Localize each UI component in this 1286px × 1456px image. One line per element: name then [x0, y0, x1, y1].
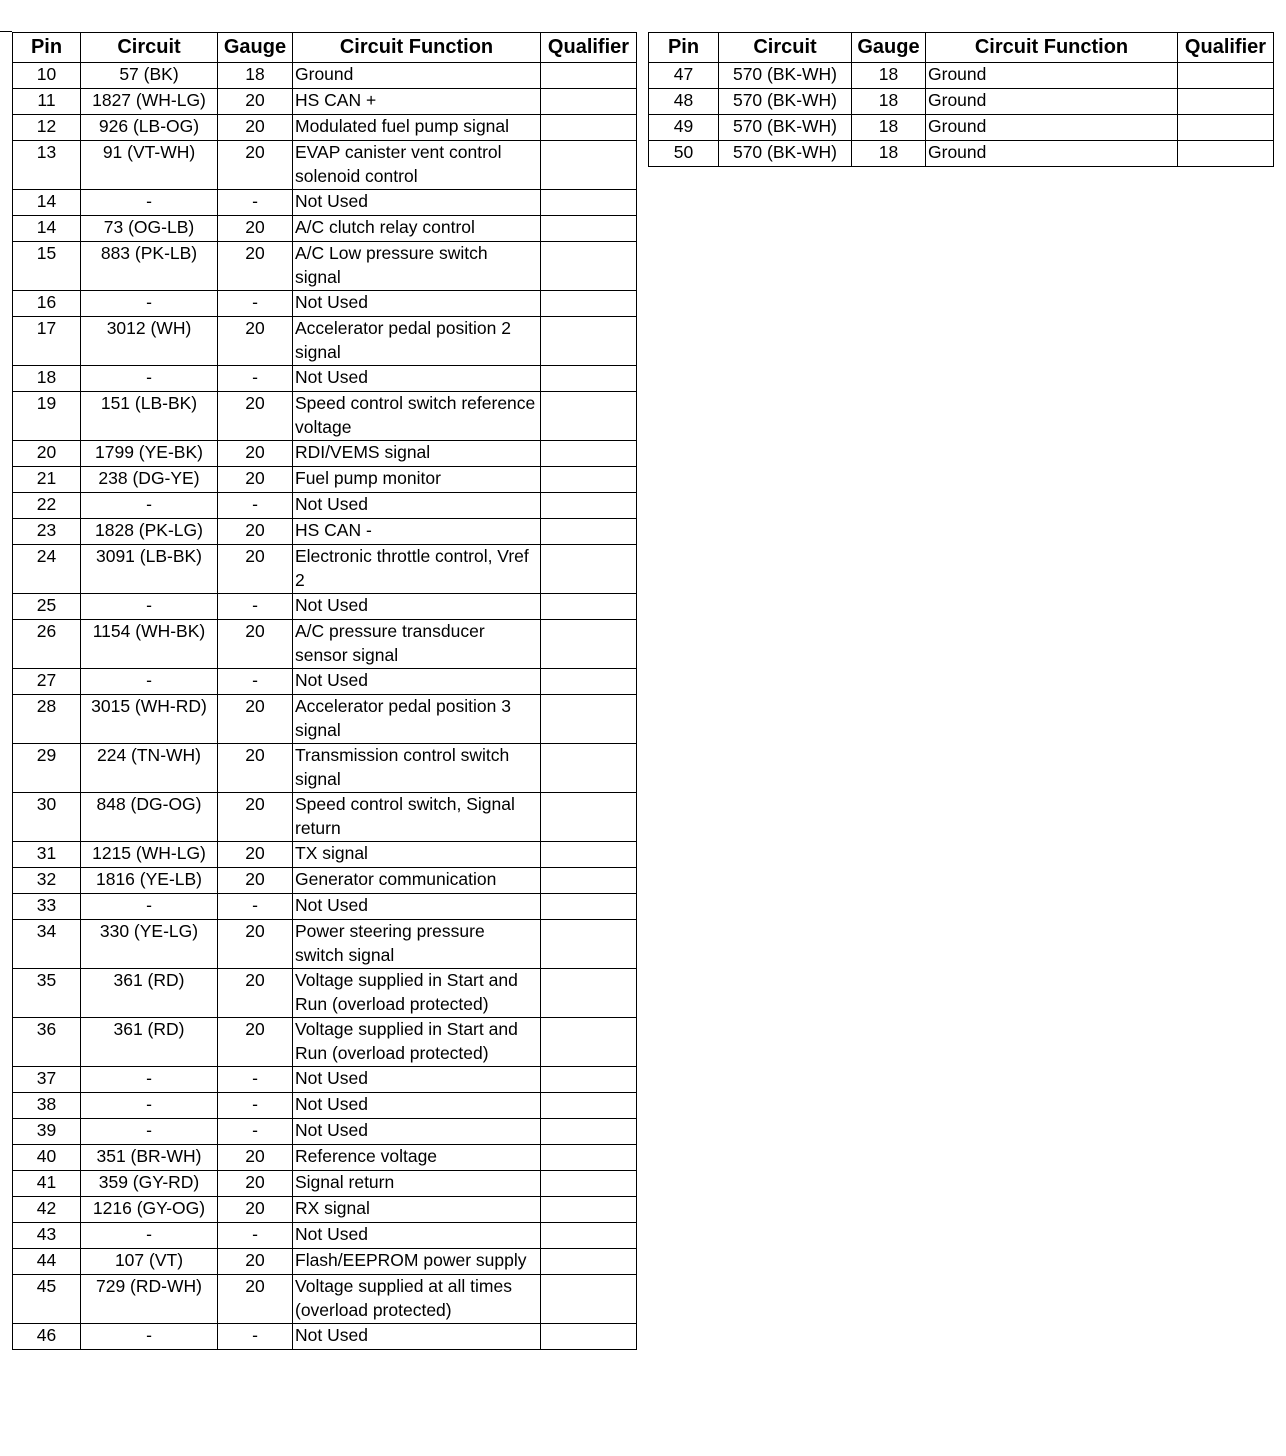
qualifier-cell — [541, 1197, 637, 1223]
qualifier-cell — [541, 793, 637, 842]
qualifier-cell — [541, 1275, 637, 1324]
gauge-cell: - — [218, 190, 293, 216]
circuit-cell: 570 (BK-WH) — [719, 63, 852, 89]
qualifier-cell — [541, 291, 637, 317]
pinout-rows-right — [649, 63, 1274, 167]
gauge-cell: 20 — [218, 793, 293, 842]
table-row — [13, 1275, 637, 1324]
circuit-function-cell: TX signal — [293, 842, 541, 868]
circuit-cell: - — [81, 190, 218, 216]
header-circuit: Circuit — [81, 33, 218, 63]
pin-cell: 29 — [13, 744, 81, 793]
qualifier-cell — [541, 842, 637, 868]
gauge-cell: - — [218, 1324, 293, 1350]
gauge-cell: 20 — [218, 868, 293, 894]
pin-cell: 38 — [13, 1093, 81, 1119]
qualifier-cell — [541, 1018, 637, 1067]
gauge-cell: - — [218, 493, 293, 519]
qualifier-cell — [1178, 63, 1274, 89]
circuit-cell: 91 (VT-WH) — [81, 141, 218, 190]
circuit-function-cell: Signal return — [293, 1171, 541, 1197]
circuit-function-cell: Ground — [926, 89, 1178, 115]
circuit-function-cell: A/C clutch relay control — [293, 216, 541, 242]
circuit-function-cell: Modulated fuel pump signal — [293, 115, 541, 141]
circuit-cell: - — [81, 594, 218, 620]
table-row — [13, 1119, 637, 1145]
pin-cell: 30 — [13, 793, 81, 842]
pin-cell: 23 — [13, 519, 81, 545]
qualifier-cell — [541, 545, 637, 594]
table-row — [13, 920, 637, 969]
pin-cell: 10 — [13, 63, 81, 89]
pin-cell: 50 — [649, 141, 719, 167]
gauge-cell: - — [218, 366, 293, 392]
qualifier-cell — [541, 969, 637, 1018]
table-row — [13, 744, 637, 793]
pin-cell: 15 — [13, 242, 81, 291]
gauge-cell: 20 — [218, 545, 293, 594]
gauge-cell: - — [218, 1119, 293, 1145]
qualifier-cell — [541, 467, 637, 493]
header-circuit-function: Circuit Function — [293, 33, 541, 63]
gauge-cell: 20 — [218, 744, 293, 793]
circuit-function-cell: Not Used — [293, 366, 541, 392]
qualifier-cell — [541, 620, 637, 669]
pin-cell: 31 — [13, 842, 81, 868]
gauge-cell: 20 — [218, 695, 293, 744]
circuit-cell: - — [81, 894, 218, 920]
circuit-cell: 224 (TN-WH) — [81, 744, 218, 793]
circuit-function-cell: Fuel pump monitor — [293, 467, 541, 493]
pin-cell: 42 — [13, 1197, 81, 1223]
gauge-cell: 20 — [218, 1018, 293, 1067]
table-row — [13, 1249, 637, 1275]
pin-cell: 36 — [13, 1018, 81, 1067]
table-row — [13, 669, 637, 695]
qualifier-cell — [541, 1249, 637, 1275]
circuit-cell: 361 (RD) — [81, 1018, 218, 1067]
table-row — [13, 115, 637, 141]
qualifier-cell — [541, 1067, 637, 1093]
gauge-cell: 20 — [218, 920, 293, 969]
gauge-cell: 18 — [852, 89, 926, 115]
circuit-function-cell: Not Used — [293, 1119, 541, 1145]
table-row — [13, 441, 637, 467]
pinout-table-right — [648, 32, 1274, 167]
gauge-cell: - — [218, 894, 293, 920]
circuit-function-cell: RDI/VEMS signal — [293, 441, 541, 467]
qualifier-cell — [541, 920, 637, 969]
table-row — [13, 493, 637, 519]
table-row — [13, 1223, 637, 1249]
gauge-cell: 18 — [218, 63, 293, 89]
pin-cell: 14 — [13, 190, 81, 216]
circuit-function-cell: Electronic throttle control, Vref 2 — [293, 545, 541, 594]
table-row — [13, 141, 637, 190]
gauge-cell: 20 — [218, 1197, 293, 1223]
header-qualifier: Qualifier — [1178, 33, 1274, 63]
pin-cell: 13 — [13, 141, 81, 190]
circuit-function-cell: Not Used — [293, 594, 541, 620]
header-circuit: Circuit — [719, 33, 852, 63]
gauge-cell: 20 — [218, 467, 293, 493]
table-row — [13, 366, 637, 392]
circuit-cell: 1828 (PK-LG) — [81, 519, 218, 545]
table-row — [649, 63, 1274, 89]
circuit-cell: - — [81, 366, 218, 392]
qualifier-cell — [541, 392, 637, 441]
table-row — [13, 63, 637, 89]
circuit-function-cell: Not Used — [293, 1324, 541, 1350]
gauge-cell: 20 — [218, 141, 293, 190]
circuit-cell: 3091 (LB-BK) — [81, 545, 218, 594]
pin-cell: 48 — [649, 89, 719, 115]
gauge-cell: 20 — [218, 317, 293, 366]
table-row — [13, 392, 637, 441]
qualifier-cell — [541, 493, 637, 519]
pin-cell: 17 — [13, 317, 81, 366]
gauge-cell: 20 — [218, 1275, 293, 1324]
pinout-table-left — [12, 32, 637, 1350]
qualifier-cell — [541, 1171, 637, 1197]
pin-cell: 28 — [13, 695, 81, 744]
circuit-function-cell: Reference voltage — [293, 1145, 541, 1171]
pin-cell: 41 — [13, 1171, 81, 1197]
circuit-cell: 570 (BK-WH) — [719, 89, 852, 115]
table-row — [13, 842, 637, 868]
circuit-function-cell: Not Used — [293, 291, 541, 317]
qualifier-cell — [541, 216, 637, 242]
pin-cell: 33 — [13, 894, 81, 920]
pin-cell: 25 — [13, 594, 81, 620]
qualifier-cell — [541, 141, 637, 190]
table-row — [13, 1018, 637, 1067]
circuit-cell: 1816 (YE-LB) — [81, 868, 218, 894]
qualifier-cell — [541, 1223, 637, 1249]
header-gauge: Gauge — [852, 33, 926, 63]
circuit-cell: - — [81, 493, 218, 519]
qualifier-cell — [1178, 141, 1274, 167]
circuit-function-cell: Accelerator pedal position 3 signal — [293, 695, 541, 744]
gauge-cell: - — [218, 594, 293, 620]
pin-cell: 43 — [13, 1223, 81, 1249]
circuit-cell: - — [81, 1093, 218, 1119]
pin-cell: 44 — [13, 1249, 81, 1275]
table-row — [13, 216, 637, 242]
circuit-cell: 570 (BK-WH) — [719, 115, 852, 141]
circuit-cell: 107 (VT) — [81, 1249, 218, 1275]
circuit-cell: 73 (OG-LB) — [81, 216, 218, 242]
pin-cell: 11 — [13, 89, 81, 115]
qualifier-cell — [541, 242, 637, 291]
circuit-function-cell: Not Used — [293, 1067, 541, 1093]
pin-cell: 45 — [13, 1275, 81, 1324]
table-row — [13, 793, 637, 842]
circuit-function-cell: A/C pressure transducer sensor signal — [293, 620, 541, 669]
qualifier-cell — [541, 1324, 637, 1350]
circuit-function-cell: Speed control switch, Signal return — [293, 793, 541, 842]
table-row — [13, 545, 637, 594]
circuit-function-cell: Speed control switch reference voltage — [293, 392, 541, 441]
header-row — [13, 33, 637, 63]
table-row — [13, 1067, 637, 1093]
gauge-cell: 20 — [218, 519, 293, 545]
gauge-cell: - — [218, 1067, 293, 1093]
gauge-cell: - — [218, 1223, 293, 1249]
circuit-cell: - — [81, 291, 218, 317]
qualifier-cell — [541, 441, 637, 467]
circuit-function-cell: Not Used — [293, 190, 541, 216]
pin-cell: 40 — [13, 1145, 81, 1171]
table-row — [13, 291, 637, 317]
table-row — [13, 1145, 637, 1171]
circuit-cell: 1216 (GY-OG) — [81, 1197, 218, 1223]
circuit-function-cell: Not Used — [293, 493, 541, 519]
circuit-cell: 351 (BR-WH) — [81, 1145, 218, 1171]
qualifier-cell — [1178, 89, 1274, 115]
circuit-function-cell: A/C Low pressure switch signal — [293, 242, 541, 291]
circuit-cell: - — [81, 1119, 218, 1145]
circuit-function-cell: Generator communication — [293, 868, 541, 894]
gauge-cell: 20 — [218, 842, 293, 868]
pinout-rows-left — [13, 63, 637, 1350]
circuit-function-cell: Flash/EEPROM power supply — [293, 1249, 541, 1275]
qualifier-cell — [541, 317, 637, 366]
table-row — [13, 969, 637, 1018]
gauge-cell: 20 — [218, 392, 293, 441]
circuit-cell: - — [81, 1324, 218, 1350]
circuit-function-cell: HS CAN + — [293, 89, 541, 115]
pin-cell: 12 — [13, 115, 81, 141]
table-row — [13, 519, 637, 545]
qualifier-cell — [541, 744, 637, 793]
header-pin: Pin — [13, 33, 81, 63]
qualifier-cell — [541, 594, 637, 620]
qualifier-cell — [541, 894, 637, 920]
header-pin: Pin — [649, 33, 719, 63]
circuit-cell: 1154 (WH-BK) — [81, 620, 218, 669]
qualifier-cell — [541, 366, 637, 392]
circuit-cell: 729 (RD-WH) — [81, 1275, 218, 1324]
circuit-function-cell: Ground — [926, 115, 1178, 141]
pin-cell: 39 — [13, 1119, 81, 1145]
table-row — [13, 467, 637, 493]
circuit-cell: 3015 (WH-RD) — [81, 695, 218, 744]
gauge-cell: 20 — [218, 242, 293, 291]
circuit-function-cell: Voltage supplied in Start and Run (overload protected) — [293, 969, 541, 1018]
table-row — [13, 190, 637, 216]
gauge-cell: 20 — [218, 969, 293, 1018]
circuit-function-cell: EVAP canister vent control solenoid control — [293, 141, 541, 190]
circuit-function-cell: Not Used — [293, 669, 541, 695]
pin-cell: 14 — [13, 216, 81, 242]
gauge-cell: 20 — [218, 216, 293, 242]
circuit-cell: 57 (BK) — [81, 63, 218, 89]
gauge-cell: 20 — [218, 441, 293, 467]
circuit-cell: 926 (LB-OG) — [81, 115, 218, 141]
qualifier-cell — [541, 868, 637, 894]
gauge-cell: 20 — [218, 620, 293, 669]
circuit-cell: 151 (LB-BK) — [81, 392, 218, 441]
gauge-cell: 20 — [218, 89, 293, 115]
pin-cell: 35 — [13, 969, 81, 1018]
circuit-cell: 330 (YE-LG) — [81, 920, 218, 969]
pin-cell: 49 — [649, 115, 719, 141]
table-row — [13, 620, 637, 669]
pin-cell: 47 — [649, 63, 719, 89]
qualifier-cell — [541, 115, 637, 141]
circuit-cell: 238 (DG-YE) — [81, 467, 218, 493]
pin-cell: 22 — [13, 493, 81, 519]
gauge-cell: 20 — [218, 1171, 293, 1197]
gauge-cell: 18 — [852, 141, 926, 167]
circuit-cell: 1827 (WH-LG) — [81, 89, 218, 115]
table-row — [13, 242, 637, 291]
pin-cell: 34 — [13, 920, 81, 969]
circuit-cell: 570 (BK-WH) — [719, 141, 852, 167]
circuit-cell: - — [81, 669, 218, 695]
pin-cell: 37 — [13, 1067, 81, 1093]
qualifier-cell — [541, 1119, 637, 1145]
circuit-function-cell: Transmission control switch signal — [293, 744, 541, 793]
gauge-cell: 18 — [852, 115, 926, 141]
gauge-cell: - — [218, 291, 293, 317]
table-top-rule — [0, 31, 12, 32]
header-row — [649, 33, 1274, 63]
circuit-function-cell: Accelerator pedal position 2 signal — [293, 317, 541, 366]
qualifier-cell — [1178, 115, 1274, 141]
circuit-function-cell: Power steering pressure switch signal — [293, 920, 541, 969]
gauge-cell: - — [218, 669, 293, 695]
header-circuit-function: Circuit Function — [926, 33, 1178, 63]
gauge-cell: 20 — [218, 1249, 293, 1275]
pin-cell: 21 — [13, 467, 81, 493]
table-row — [13, 1093, 637, 1119]
circuit-function-cell: Ground — [293, 63, 541, 89]
pin-cell: 26 — [13, 620, 81, 669]
qualifier-cell — [541, 89, 637, 115]
header-gauge: Gauge — [218, 33, 293, 63]
circuit-function-cell: Voltage supplied at all times (overload protected) — [293, 1275, 541, 1324]
gauge-cell: 18 — [852, 63, 926, 89]
table-row — [13, 1324, 637, 1350]
qualifier-cell — [541, 1093, 637, 1119]
circuit-cell: 359 (GY-RD) — [81, 1171, 218, 1197]
qualifier-cell — [541, 190, 637, 216]
qualifier-cell — [541, 1145, 637, 1171]
pin-cell: 18 — [13, 366, 81, 392]
circuit-function-cell: Not Used — [293, 1093, 541, 1119]
pin-cell: 46 — [13, 1324, 81, 1350]
pin-cell: 19 — [13, 392, 81, 441]
circuit-function-cell: Ground — [926, 63, 1178, 89]
circuit-function-cell: Not Used — [293, 894, 541, 920]
qualifier-cell — [541, 63, 637, 89]
circuit-cell: 1799 (YE-BK) — [81, 441, 218, 467]
pin-cell: 20 — [13, 441, 81, 467]
table-row — [13, 594, 637, 620]
table-row — [649, 89, 1274, 115]
circuit-cell: 1215 (WH-LG) — [81, 842, 218, 868]
qualifier-cell — [541, 695, 637, 744]
pin-cell: 32 — [13, 868, 81, 894]
table-row — [13, 695, 637, 744]
circuit-function-cell: Ground — [926, 141, 1178, 167]
table-row — [649, 115, 1274, 141]
qualifier-cell — [541, 519, 637, 545]
pin-cell: 27 — [13, 669, 81, 695]
circuit-cell: 3012 (WH) — [81, 317, 218, 366]
table-row — [13, 868, 637, 894]
header-qualifier: Qualifier — [541, 33, 637, 63]
circuit-function-cell: HS CAN - — [293, 519, 541, 545]
circuit-cell: 361 (RD) — [81, 969, 218, 1018]
gauge-cell: 20 — [218, 1145, 293, 1171]
qualifier-cell — [541, 669, 637, 695]
circuit-cell: 848 (DG-OG) — [81, 793, 218, 842]
circuit-function-cell: Voltage supplied in Start and Run (overload protected) — [293, 1018, 541, 1067]
circuit-cell: - — [81, 1223, 218, 1249]
table-row — [649, 141, 1274, 167]
table-row — [13, 1197, 637, 1223]
circuit-function-cell: RX signal — [293, 1197, 541, 1223]
circuit-cell: - — [81, 1067, 218, 1093]
pin-cell: 24 — [13, 545, 81, 594]
table-row — [13, 89, 637, 115]
table-row — [13, 317, 637, 366]
circuit-function-cell: Not Used — [293, 1223, 541, 1249]
gauge-cell: - — [218, 1093, 293, 1119]
gauge-cell: 20 — [218, 115, 293, 141]
pin-cell: 16 — [13, 291, 81, 317]
circuit-cell: 883 (PK-LB) — [81, 242, 218, 291]
table-row — [13, 894, 637, 920]
table-row — [13, 1171, 637, 1197]
